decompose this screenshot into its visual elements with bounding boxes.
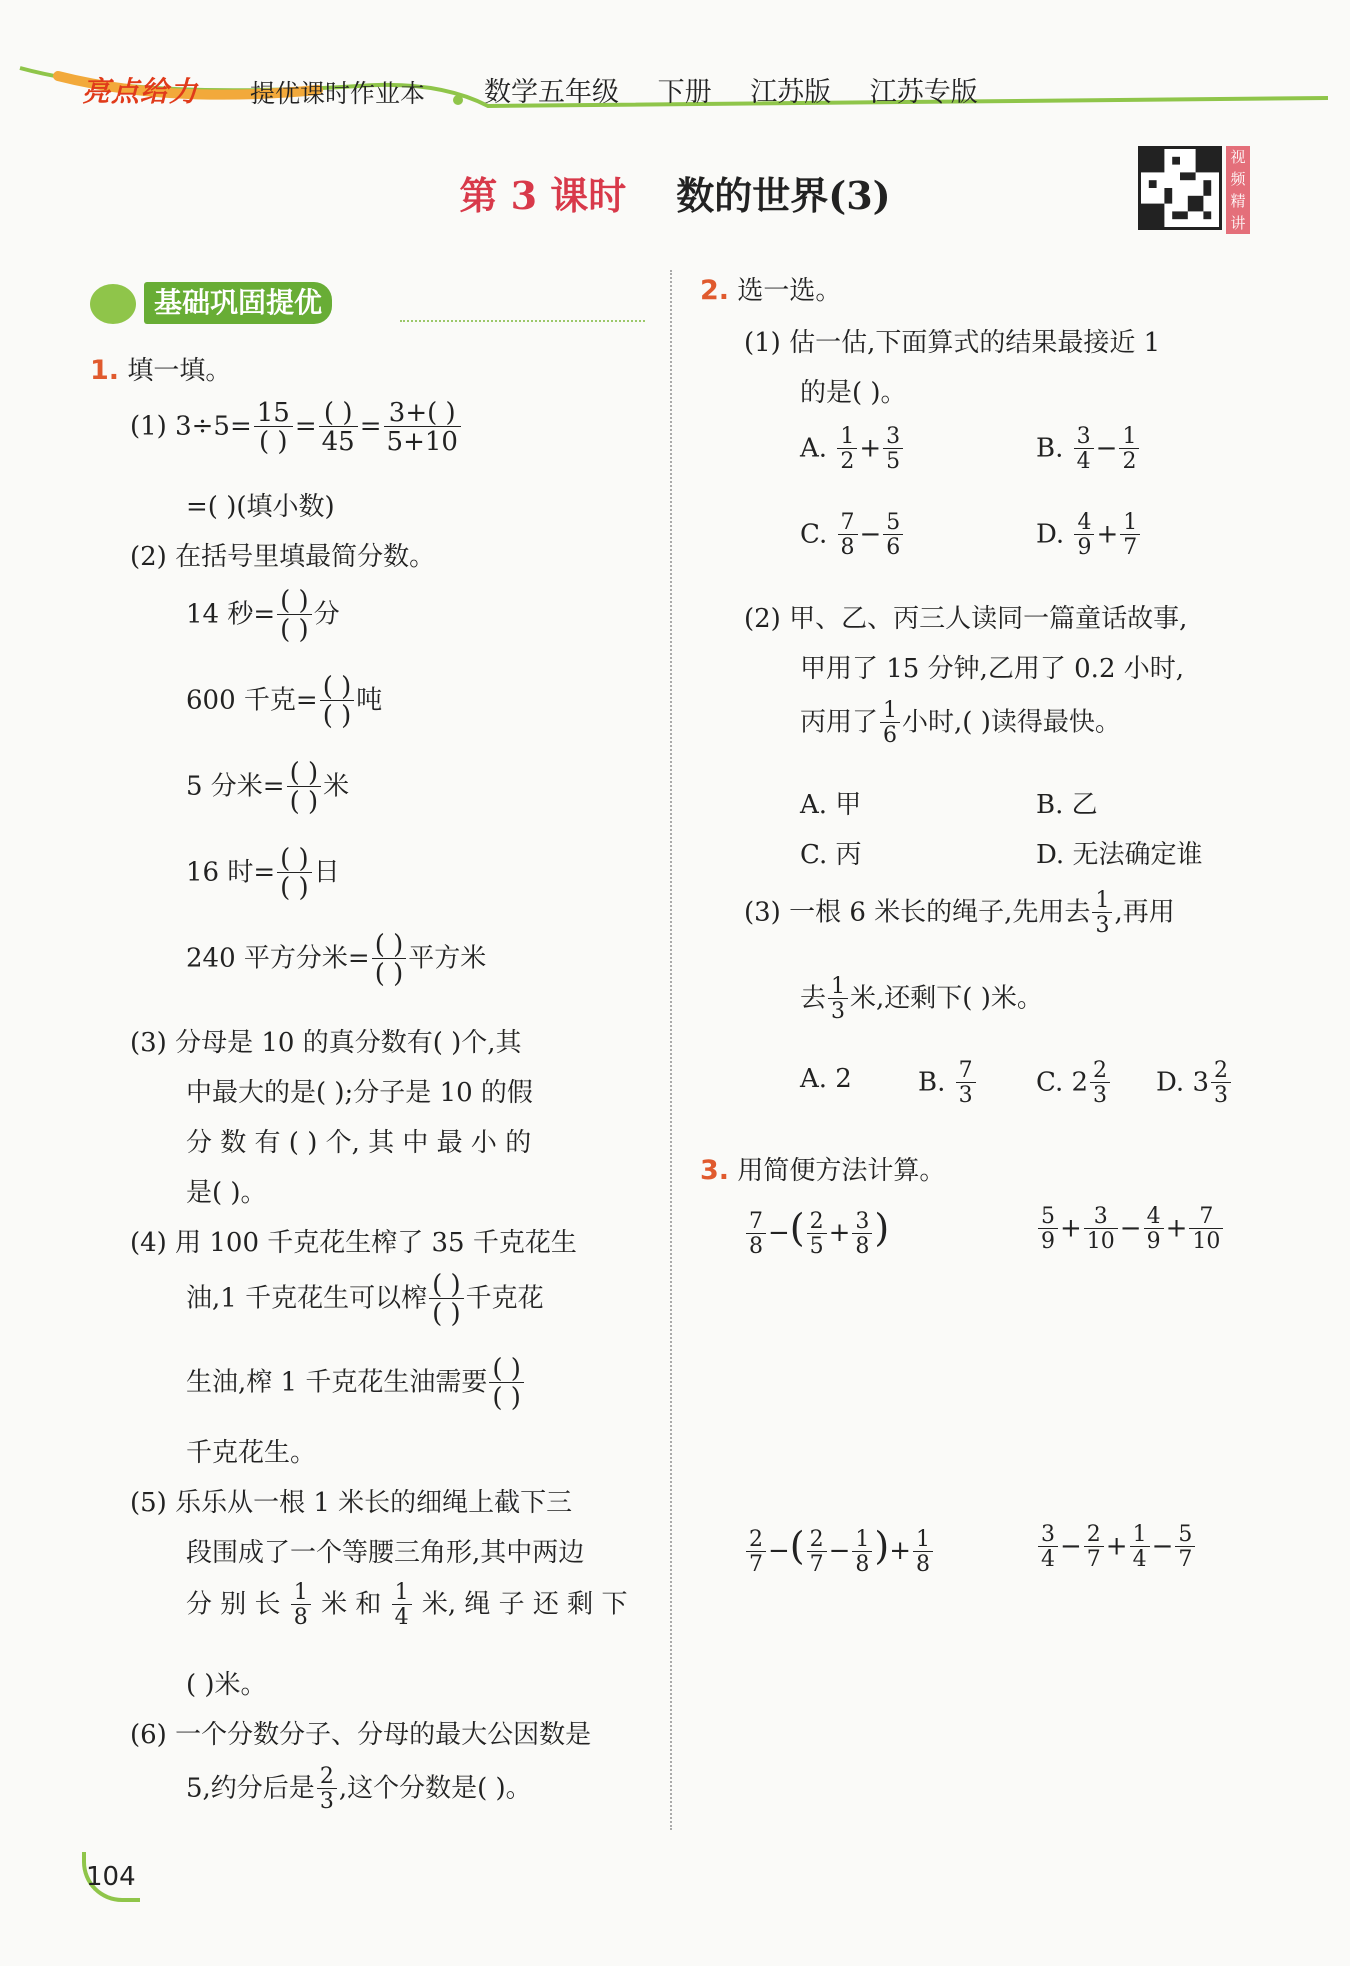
- q1-part3-line2[interactable]: 中最大的是( );分子是 10 的假: [186, 1078, 533, 1108]
- video-tag: 视频精讲: [1226, 146, 1250, 234]
- denominator: 7: [1084, 1546, 1104, 1571]
- fraction: [807, 1526, 827, 1577]
- question-1: [90, 350, 231, 387]
- q1-part1-line2[interactable]: =( )(填小数): [186, 492, 335, 522]
- denominator: 3: [828, 998, 848, 1023]
- numerator: 15: [256, 398, 290, 428]
- numerator: 7: [958, 1058, 973, 1083]
- numerator: 1: [293, 1580, 308, 1605]
- denominator: 8: [838, 534, 858, 559]
- paren: ): [874, 1206, 890, 1250]
- sun-leaf-icon: [90, 284, 136, 324]
- header-volume: 下册: [657, 77, 712, 108]
- row-unit: 吨: [356, 685, 383, 716]
- option-a[interactable]: A. 甲: [800, 790, 862, 820]
- unit-row: [186, 588, 340, 643]
- option-d[interactable]: [1156, 1060, 1233, 1107]
- numerator: 4: [1077, 510, 1092, 535]
- q2-part3-line2: [800, 976, 1043, 1023]
- option-a[interactable]: A. $\frac{1}{2}$ + $\frac{3}{5}$: [800, 426, 905, 473]
- q2-part1-line2[interactable]: 的是( )。: [800, 378, 907, 408]
- denominator[interactable]: ( ): [277, 614, 312, 643]
- fraction: [1092, 890, 1112, 937]
- numerator[interactable]: ( ): [280, 586, 309, 616]
- fraction: [837, 426, 857, 473]
- denominator[interactable]: ( ): [320, 700, 355, 729]
- denominator: 3: [956, 1082, 976, 1107]
- numerator: 2: [1214, 1058, 1228, 1083]
- numerator: 1: [1123, 510, 1138, 535]
- header-edition: 江苏版: [750, 77, 832, 108]
- text: 去: [800, 983, 827, 1014]
- fraction: [838, 512, 858, 559]
- header-book-info: [484, 70, 1008, 109]
- denominator: 7: [807, 1551, 827, 1576]
- text[interactable]: ,这个分数是( )。: [338, 1773, 532, 1804]
- fraction: [1189, 1206, 1223, 1253]
- header-subtitle: 提优课时作业本: [250, 79, 426, 108]
- numerator[interactable]: ( ): [432, 1270, 461, 1300]
- row-label: 5 分米=: [186, 771, 285, 802]
- q2-part3-line1: [744, 890, 1175, 937]
- denominator: 10: [1084, 1228, 1118, 1253]
- q1-part5-line1: (5) 乐乐从一根 1 米长的细绳上截下三: [130, 1488, 573, 1518]
- text: 油,1 千克花生可以榨: [186, 1283, 428, 1314]
- text: (3) 一根 6 米长的绳子,先用去: [744, 897, 1091, 928]
- denominator: 7: [1120, 534, 1140, 559]
- option-label: B.: [918, 1067, 946, 1098]
- option-d[interactable]: D. 无法确定谁: [1036, 840, 1203, 870]
- fraction: [291, 1582, 311, 1629]
- denominator: 8: [291, 1604, 311, 1629]
- paren: ): [874, 1524, 890, 1568]
- unit-row: [186, 932, 486, 987]
- denominator: 9: [1038, 1228, 1058, 1253]
- fraction: [1144, 1206, 1164, 1253]
- fraction: [1074, 512, 1094, 559]
- numerator: 3: [886, 424, 901, 449]
- q1-part1-line1: (1) 3÷5= $\frac{15}{( )}$ = $\frac{( )}{45}$ = $\frac{3+( )}{5+10}$: [130, 400, 463, 455]
- row-unit: 分: [313, 599, 340, 630]
- fraction: [828, 976, 848, 1023]
- question-text: 填一填。: [127, 356, 232, 386]
- q1-part4-line2: [186, 1272, 544, 1327]
- paren: (: [789, 1206, 805, 1250]
- q1-part4-line1: (4) 用 100 千克花生榨了 35 千克花生: [130, 1228, 577, 1258]
- numerator: 1: [394, 1580, 409, 1605]
- q1-part6-line2: [186, 1766, 532, 1813]
- text[interactable]: 小时,( )读得最快。: [902, 707, 1121, 738]
- denominator: 3: [1211, 1082, 1231, 1107]
- expression-2: $\frac{5}{9}$ + $\frac{3}{10}$ − $\frac{4}{9}$ + $\frac{7}{10}$: [1036, 1206, 1225, 1253]
- numerator: 1: [916, 1526, 931, 1552]
- denominator[interactable]: ( ): [429, 1298, 464, 1327]
- unit-row: [186, 846, 340, 901]
- denominator: 6: [880, 722, 900, 747]
- fraction-blank[interactable]: [489, 1356, 524, 1411]
- numerator: 1: [831, 974, 846, 999]
- numerator[interactable]: ( ): [323, 398, 353, 428]
- numerator: 5: [886, 510, 901, 535]
- fraction: [1084, 1524, 1104, 1571]
- fraction-blank[interactable]: [320, 674, 355, 729]
- numerator: 5: [1178, 1522, 1193, 1547]
- expression-3: $\frac{2}{7}$ −( $\frac{2}{7}$ − $\frac{1}{8}$ )+ $\frac{1}{8}$: [744, 1524, 935, 1576]
- numerator: 2: [809, 1526, 824, 1552]
- q1-part3-line1[interactable]: (3) 分母是 10 的真分数有( )个,其: [130, 1028, 522, 1058]
- denominator: 9: [1144, 1228, 1164, 1253]
- fraction: [880, 700, 900, 747]
- numerator: 7: [840, 510, 855, 535]
- numerator: 1: [855, 1526, 870, 1552]
- option-c[interactable]: C. $\frac{7}{8}$ − $\frac{5}{6}$: [800, 512, 905, 559]
- fraction: [852, 1208, 872, 1259]
- fraction-blank[interactable]: [372, 932, 407, 987]
- option-d[interactable]: D. $\frac{4}{9}$ + $\frac{1}{7}$: [1036, 512, 1142, 559]
- fraction: [1038, 1206, 1058, 1253]
- fraction-blank[interactable]: [429, 1272, 464, 1327]
- fraction: [1175, 1524, 1195, 1571]
- q1-part2-text: (2) 在括号里填最简分数。: [130, 542, 436, 572]
- numerator: 2: [1093, 1058, 1108, 1083]
- question-text: 用简便方法计算。: [737, 1156, 946, 1186]
- q1-part5-line2: 段围成了一个等腰三角形,其中两边: [186, 1538, 585, 1568]
- numerator[interactable]: 3+( ): [388, 398, 456, 428]
- header-brand: 亮点给力: [82, 75, 199, 108]
- denominator: 8: [852, 1551, 872, 1576]
- question-text: 选一选。: [737, 276, 842, 306]
- denominator: 3: [1092, 912, 1112, 937]
- header-special: 江苏专版: [869, 77, 978, 108]
- denominator: 6: [883, 534, 903, 559]
- q1-part3-line4[interactable]: 是( )。: [186, 1178, 267, 1208]
- numerator: 5: [1041, 1204, 1055, 1229]
- page-number: 104: [86, 1862, 136, 1892]
- option-a[interactable]: A. 2: [800, 1064, 852, 1094]
- denominator: 7: [1175, 1546, 1195, 1571]
- text: ,再用: [1114, 897, 1175, 928]
- fraction: [1090, 1060, 1110, 1107]
- qr-code-icon[interactable]: [1138, 146, 1222, 230]
- numerator: 1: [1095, 888, 1110, 913]
- text: 米 和: [321, 1589, 382, 1620]
- question-number: 2.: [700, 275, 730, 306]
- numerator: 7: [1199, 1204, 1214, 1229]
- denominator[interactable]: ( ): [254, 426, 293, 455]
- q2-part2-line2: 甲用了 15 分钟,乙用了 0.2 小时,: [800, 654, 1185, 684]
- q2-part2-line3: [800, 700, 1121, 747]
- numerator: 1: [1122, 424, 1137, 449]
- fraction: [1038, 1524, 1058, 1571]
- numerator: 1: [840, 424, 855, 449]
- numerator: 1: [1132, 1522, 1147, 1547]
- denominator[interactable]: ( ): [489, 1382, 524, 1411]
- denominator: 10: [1189, 1228, 1223, 1253]
- numerator[interactable]: ( ): [322, 672, 352, 702]
- denominator: 3: [1090, 1082, 1110, 1107]
- row-label: 240 平方分米=: [186, 943, 370, 974]
- q1p1-prefix: (1) 3÷5=: [130, 411, 252, 442]
- text[interactable]: 米,还剩下( )米。: [850, 983, 1043, 1014]
- question-3: [700, 1150, 945, 1187]
- numerator[interactable]: ( ): [492, 1354, 521, 1384]
- numerator: 3: [1041, 1522, 1055, 1547]
- column-divider: [670, 270, 672, 1830]
- text: 生油,榨 1 千克花生油需要: [186, 1367, 488, 1398]
- text: 千克花: [465, 1283, 544, 1314]
- numerator: 7: [749, 1208, 763, 1234]
- section-underline: [400, 320, 645, 322]
- fraction: [913, 1526, 933, 1577]
- text: 5,约分后是: [186, 1773, 315, 1804]
- fraction: [746, 1526, 766, 1577]
- numerator: 1: [883, 698, 898, 723]
- lesson-number: 第 3 课时: [459, 173, 627, 218]
- fraction: [1119, 426, 1139, 473]
- denominator: 4: [1074, 448, 1094, 473]
- option-c[interactable]: C. 丙: [800, 840, 862, 870]
- option-label: C. 2: [1036, 1067, 1089, 1098]
- fraction: [392, 1582, 412, 1629]
- fraction: [883, 426, 903, 473]
- denominator: 5: [807, 1233, 827, 1258]
- row-unit: 米: [323, 771, 350, 802]
- denominator: 2: [1119, 448, 1139, 473]
- fraction: [384, 400, 461, 455]
- numerator: 2: [809, 1208, 824, 1234]
- fraction-blank[interactable]: [287, 760, 322, 815]
- denominator: 7: [746, 1551, 766, 1576]
- row-label: 16 时=: [186, 857, 276, 888]
- text: 分 别 长: [186, 1589, 281, 1620]
- denominator: 8: [852, 1233, 872, 1258]
- denominator: 5+10: [384, 426, 461, 455]
- fraction: [1084, 1206, 1118, 1253]
- fraction-blank[interactable]: [277, 588, 312, 643]
- fraction: [317, 1766, 337, 1813]
- denominator: 45: [319, 426, 358, 455]
- option-b[interactable]: B. 乙: [1036, 790, 1098, 820]
- q1-part4-line3: [186, 1356, 526, 1411]
- q1-part5-line4[interactable]: ( )米。: [186, 1670, 267, 1700]
- q1-part6-line1: (6) 一个分数分子、分母的最大公因数是: [130, 1720, 592, 1750]
- denominator: 3: [317, 1788, 337, 1813]
- denominator: 4: [1038, 1546, 1058, 1571]
- row-label: 600 千克=: [186, 685, 318, 716]
- numerator[interactable]: ( ): [280, 844, 309, 874]
- denominator: 8: [746, 1233, 766, 1258]
- denominator: 8: [913, 1551, 933, 1576]
- numerator[interactable]: ( ): [289, 758, 319, 788]
- numerator: 4: [1146, 1204, 1161, 1229]
- denominator: 2: [837, 448, 857, 473]
- question-2: [700, 270, 841, 307]
- expression-4: $\frac{3}{4}$ − $\frac{2}{7}$ + $\frac{1}{4}$ − $\frac{5}{7}$: [1036, 1524, 1197, 1571]
- numerator[interactable]: ( ): [374, 930, 404, 960]
- denominator[interactable]: ( ): [372, 958, 407, 987]
- denominator: 4: [1130, 1546, 1150, 1571]
- fraction-blank[interactable]: [277, 846, 312, 901]
- denominator[interactable]: ( ): [277, 872, 312, 901]
- numerator: 2: [749, 1526, 763, 1552]
- denominator: 4: [392, 1604, 412, 1629]
- expression-1: $\frac{7}{8}$ −( $\frac{2}{5}$ + $\frac{3}{8}$ ): [744, 1206, 889, 1258]
- option-b[interactable]: [918, 1060, 978, 1107]
- unit-row: [186, 674, 382, 729]
- fraction: [1211, 1060, 1231, 1107]
- section-heading: 基础巩固提优: [144, 282, 332, 324]
- q1-part4-line4: 千克花生。: [186, 1438, 317, 1468]
- fraction: [1074, 426, 1094, 473]
- denominator: 5: [883, 448, 903, 473]
- unit-row: [186, 760, 349, 815]
- numerator: 3: [1076, 424, 1091, 449]
- question-number: 1.: [90, 355, 120, 386]
- q1-part5-line3: [186, 1582, 627, 1629]
- row-label: 14 秒=: [186, 599, 276, 630]
- fraction: [319, 400, 358, 455]
- fraction: [807, 1208, 827, 1259]
- numerator: 2: [319, 1764, 334, 1789]
- denominator[interactable]: ( ): [287, 786, 322, 815]
- q1-part3-line3[interactable]: 分 数 有 ( ) 个, 其 中 最 小 的: [186, 1128, 532, 1158]
- option-label: D. 3: [1156, 1067, 1209, 1098]
- fraction: [883, 512, 903, 559]
- row-unit: 日: [313, 857, 340, 888]
- question-number: 3.: [700, 1155, 730, 1186]
- q2-part2-line1: (2) 甲、乙、丙三人读同一篇童话故事,: [744, 604, 1188, 634]
- row-unit: 平方米: [408, 943, 487, 974]
- option-b[interactable]: B. $\frac{3}{4}$ − $\frac{1}{2}$: [1036, 426, 1141, 473]
- fraction: [254, 400, 293, 455]
- paren: (: [789, 1524, 805, 1568]
- denominator: 9: [1074, 534, 1094, 559]
- text: 丙用了: [800, 707, 879, 738]
- option-c[interactable]: [1036, 1060, 1112, 1107]
- numerator: 2: [1086, 1522, 1101, 1547]
- numerator: 3: [855, 1208, 870, 1234]
- fraction: [956, 1060, 976, 1107]
- fraction: [746, 1208, 766, 1259]
- lesson-name: 数的世界(3): [676, 173, 891, 218]
- fraction: [852, 1526, 872, 1577]
- header-grade: 数学五年级: [484, 77, 619, 108]
- fraction: [1120, 512, 1140, 559]
- numerator: 3: [1093, 1204, 1108, 1229]
- fraction: [1130, 1524, 1150, 1571]
- text: 米, 绳 子 还 剩 下: [421, 1589, 628, 1620]
- q2-part1-line1: (1) 估一估,下面算式的结果最接近 1: [744, 328, 1161, 358]
